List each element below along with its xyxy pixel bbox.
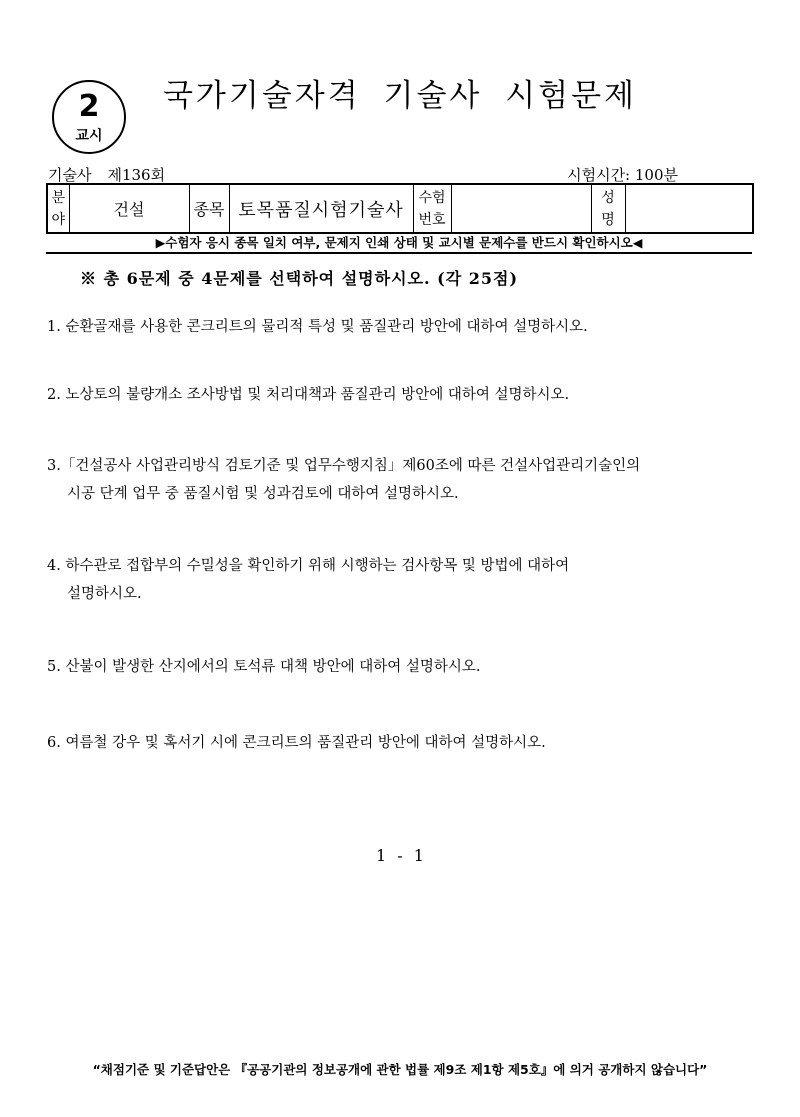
field-value: 건설 bbox=[69, 184, 189, 233]
warning-strip: ▶수험자 응시 종목 일치 여부, 문제지 인쇄 상태 및 교시별 문제수를 반드시 확인하시오◀ bbox=[46, 234, 752, 254]
item-value: 토목품질시험기술사 bbox=[229, 184, 413, 233]
exam-number-field[interactable] bbox=[451, 184, 591, 233]
exam-round: 제136회 bbox=[107, 166, 166, 184]
exam-number-label: 수험 번호 bbox=[413, 184, 451, 233]
exam-type: 기술사 bbox=[48, 166, 92, 184]
question-3: 3.「건설공사 사업관리방식 검토기준 및 업무수행지침」제60조에 따른 건설사업관리기술인의 시공 단계 업무 중 품질시험 및 성과검토에 대하여 설명하시오. bbox=[47, 458, 641, 502]
page-number: 1 - 1 bbox=[376, 846, 424, 865]
exam-title: 국가기술자격 기술사 시험문제 bbox=[162, 78, 637, 114]
exam-meta bbox=[48, 164, 165, 185]
item-label: 종목 bbox=[189, 184, 229, 233]
name-label: 성 명 bbox=[591, 184, 625, 233]
question-4: 4. 하수관로 접합부의 수밀성을 확인하기 위해 시행하는 검사항목 및 방법에 대하여 설명하시오. bbox=[47, 558, 570, 602]
session-label: 교시 bbox=[75, 128, 103, 144]
instruction: ※ 총 6문제 중 4문제를 선택하여 설명하시오. (각 25점) bbox=[80, 269, 519, 288]
session-badge bbox=[52, 80, 126, 154]
question-1: 1. 순환골재를 사용한 콘크리트의 물리적 특성 및 품질관리 방안에 대하여 설명하시오. bbox=[47, 319, 588, 335]
field-label: 분 야 bbox=[47, 184, 69, 233]
question-6: 6. 여름철 강우 및 혹서기 시에 콘크리트의 품질관리 방안에 대하여 설명하시오. bbox=[47, 735, 546, 751]
exam-time: 시험시간: 100분 bbox=[567, 166, 678, 184]
exam-info-table bbox=[46, 183, 754, 234]
name-field[interactable] bbox=[625, 184, 753, 233]
footer-notice: “채점기준 및 기준답안은 『공공기관의 정보공개에 관한 법률 제9조 제1항 제5호』에 의거 공개하지 않습니다” bbox=[92, 1062, 708, 1077]
question-5: 5. 산불이 발생한 산지에서의 토석류 대책 방안에 대하여 설명하시오. bbox=[47, 659, 481, 675]
question-2: 2. 노상토의 불량개소 조사방법 및 처리대책과 품질관리 방안에 대하여 설명하시오. bbox=[47, 387, 570, 403]
session-number: 2 bbox=[78, 89, 100, 124]
